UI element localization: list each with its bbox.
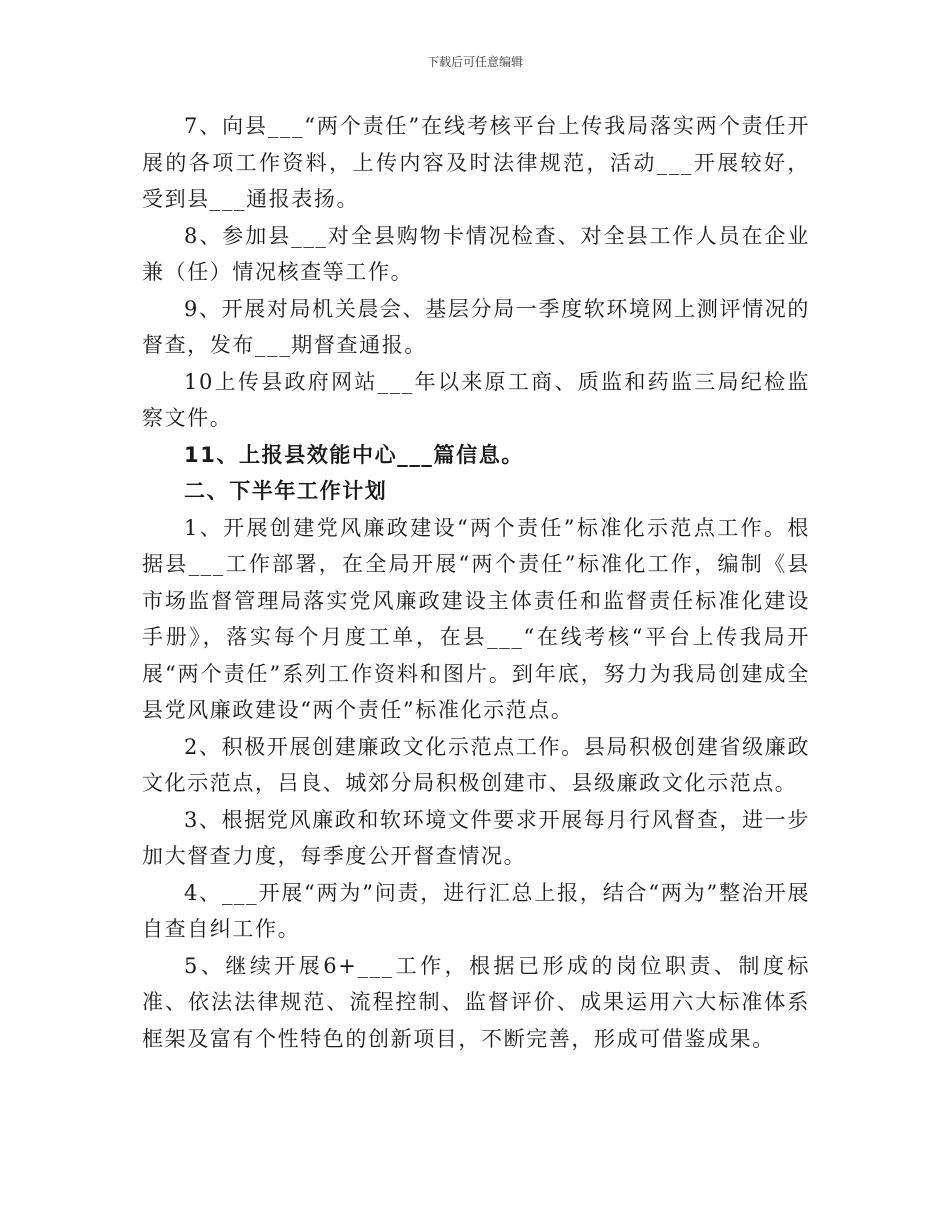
plan-item-4: 4、___开展“两为”问责，进行汇总上报，结合“两为”整治开展自查自纠工作。 — [142, 880, 810, 941]
paragraph-item-9: 9、开展对局机关晨会、基层分局一季度软环境网上测评情况的督查，发布___期督查通报。 — [142, 296, 810, 357]
plan-item-3: 3、根据党风廉政和软环境文件要求开展每月行风督查，进一步加大督查力度，每季度公开督查情况。 — [142, 807, 810, 868]
section-heading-second-half-plan: 二、下半年工作计划 — [184, 479, 388, 503]
paragraph-item-10: 10上传县政府网站___年以来原工商、质监和药监三局纪检监察文件。 — [142, 369, 810, 430]
page-header-note: 下载后可任意编辑 — [426, 55, 523, 69]
document-body — [142, 108, 810, 1057]
paragraph-item-11: 11、上报县效能中心___篇信息。 — [184, 442, 524, 467]
plan-item-5: 5、继续开展6+___工作，根据已形成的岗位职责、制度标准、依法法律规范、流程控制、监督评价、成果运用六大标准体系框架及富有个性特色的创新项目，不断完善，形成可借鉴成果。 — [142, 953, 810, 1051]
paragraph-item-8: 8、参加县___对全县购物卡情况检查、对全县工作人员在企业兼（任）情况核查等工作。 — [142, 223, 810, 284]
plan-item-2: 2、积极开展创建廉政文化示范点工作。县局积极创建省级廉政文化示范点，吕良、城郊分局积极创建市、县级廉政文化示范点。 — [142, 734, 810, 795]
plan-item-1: 1、开展创建党风廉政建设“两个责任”标准化示范点工作。根据县___工作部署，在全局开展“两个责任”标准化工作，编制《县市场监督管理局落实党风廉政建设主体责任和监督责任标准化建设手册》，落实每个月度工单，在县___“在线考核“平台上传我局开展“两个责任”系列工作资料和图片。到年底，努力为我局创建成全县党风廉政建设“两个责任”标准化示范点。 — [142, 515, 810, 722]
paragraph-item-7: 7、向县___“两个责任”在线考核平台上传我局落实两个责任开展的各项工作资料，上传内容及时法律规范，活动___开展较好，受到县___通报表扬。 — [142, 114, 810, 211]
